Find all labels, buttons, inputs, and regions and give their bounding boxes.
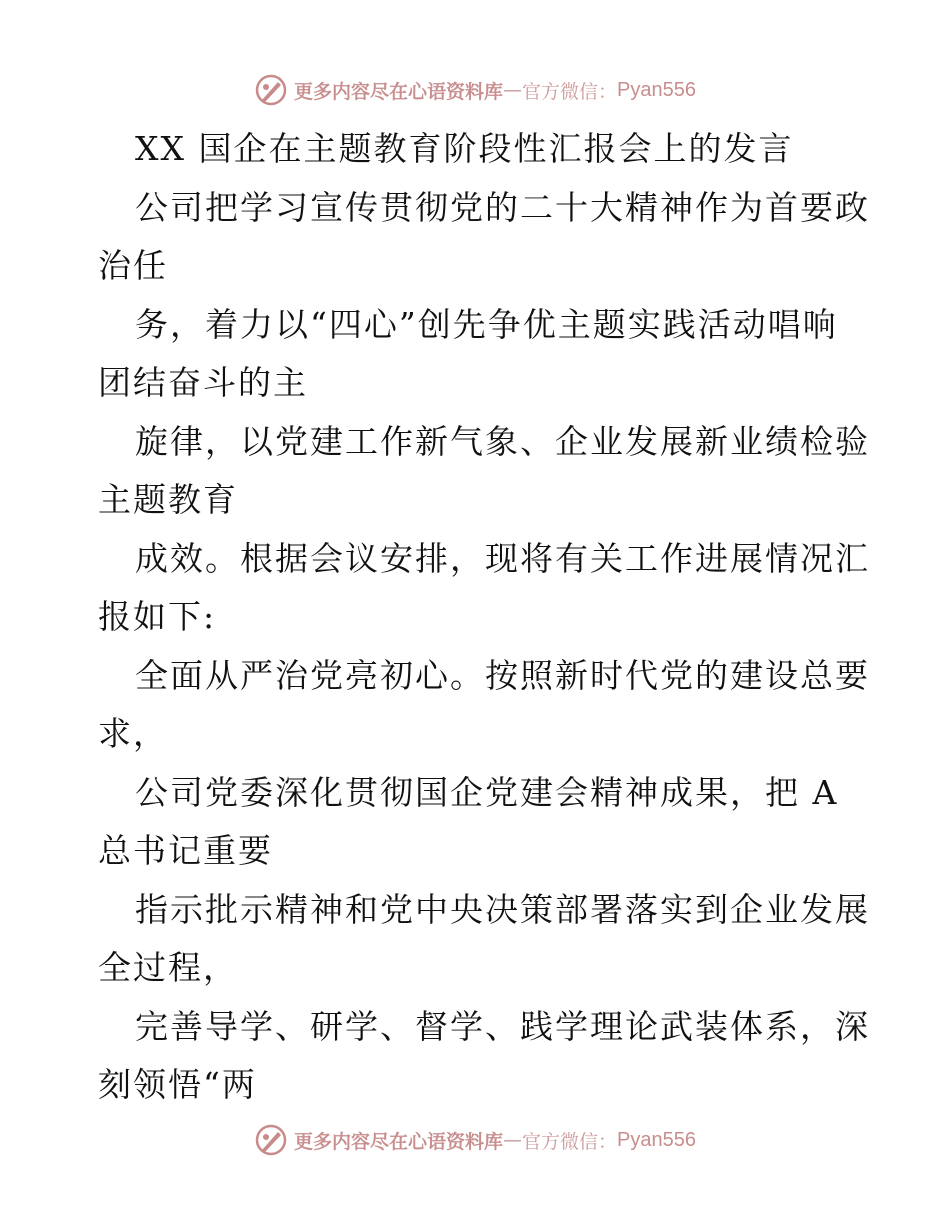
watermark-wechat-id: Pyan556 <box>617 1128 696 1151</box>
text-line: 全面从严治党亮初心。按照新时代党的建设总要 <box>135 655 870 695</box>
watermark-site-text: 更多内容尽在心语资料库 <box>294 1130 504 1153</box>
watermark-wechat-id: Pyan556 <box>617 78 696 101</box>
watermark-wechat-label: 官方微信： <box>522 80 618 103</box>
pen-logo-icon <box>254 73 288 107</box>
text-line: 公司把学习宣传贯彻党的二十大精神作为首要政 <box>135 187 870 227</box>
watermark-dash: — <box>503 79 523 101</box>
text-line: 团结奋斗的主 <box>98 363 308 402</box>
text-line: 主题教育 <box>98 480 238 519</box>
watermark-dash: — <box>503 1129 523 1151</box>
document-body <box>98 120 870 1115</box>
text-line: 刻领悟“两 <box>98 1065 257 1104</box>
text-line: 求， <box>98 714 168 753</box>
text-line: 治任 <box>98 246 168 285</box>
text-line: 务，着力以“四心”创先争优主题实践活动唱响 <box>135 304 838 344</box>
text-line: 旋律，以党建工作新气象、企业发展新业绩检验 <box>135 421 870 461</box>
text-line: 指示批示精神和党中央决策部署落实到企业发展 <box>135 889 870 929</box>
text-line: XX 国企在主题教育阶段性汇报会上的发言 <box>135 129 794 168</box>
footer-watermark <box>0 1120 950 1160</box>
text-line: 全过程， <box>98 948 238 987</box>
text-line: 成效。根据会议安排，现将有关工作进展情况汇 <box>135 538 870 578</box>
text-line: 公司党委深化贯彻国企党建会精神成果，把 A <box>135 772 839 812</box>
text-line: 总书记重要 <box>98 831 273 870</box>
watermark-wechat-label: 官方微信： <box>522 1130 618 1153</box>
text-line: 完善导学、研学、督学、践学理论武装体系，深 <box>135 1006 870 1046</box>
watermark-site-text: 更多内容尽在心语资料库 <box>294 80 504 103</box>
text-line: 报如下: <box>98 597 217 636</box>
pen-logo-icon <box>254 1123 288 1157</box>
header-watermark <box>0 70 950 110</box>
